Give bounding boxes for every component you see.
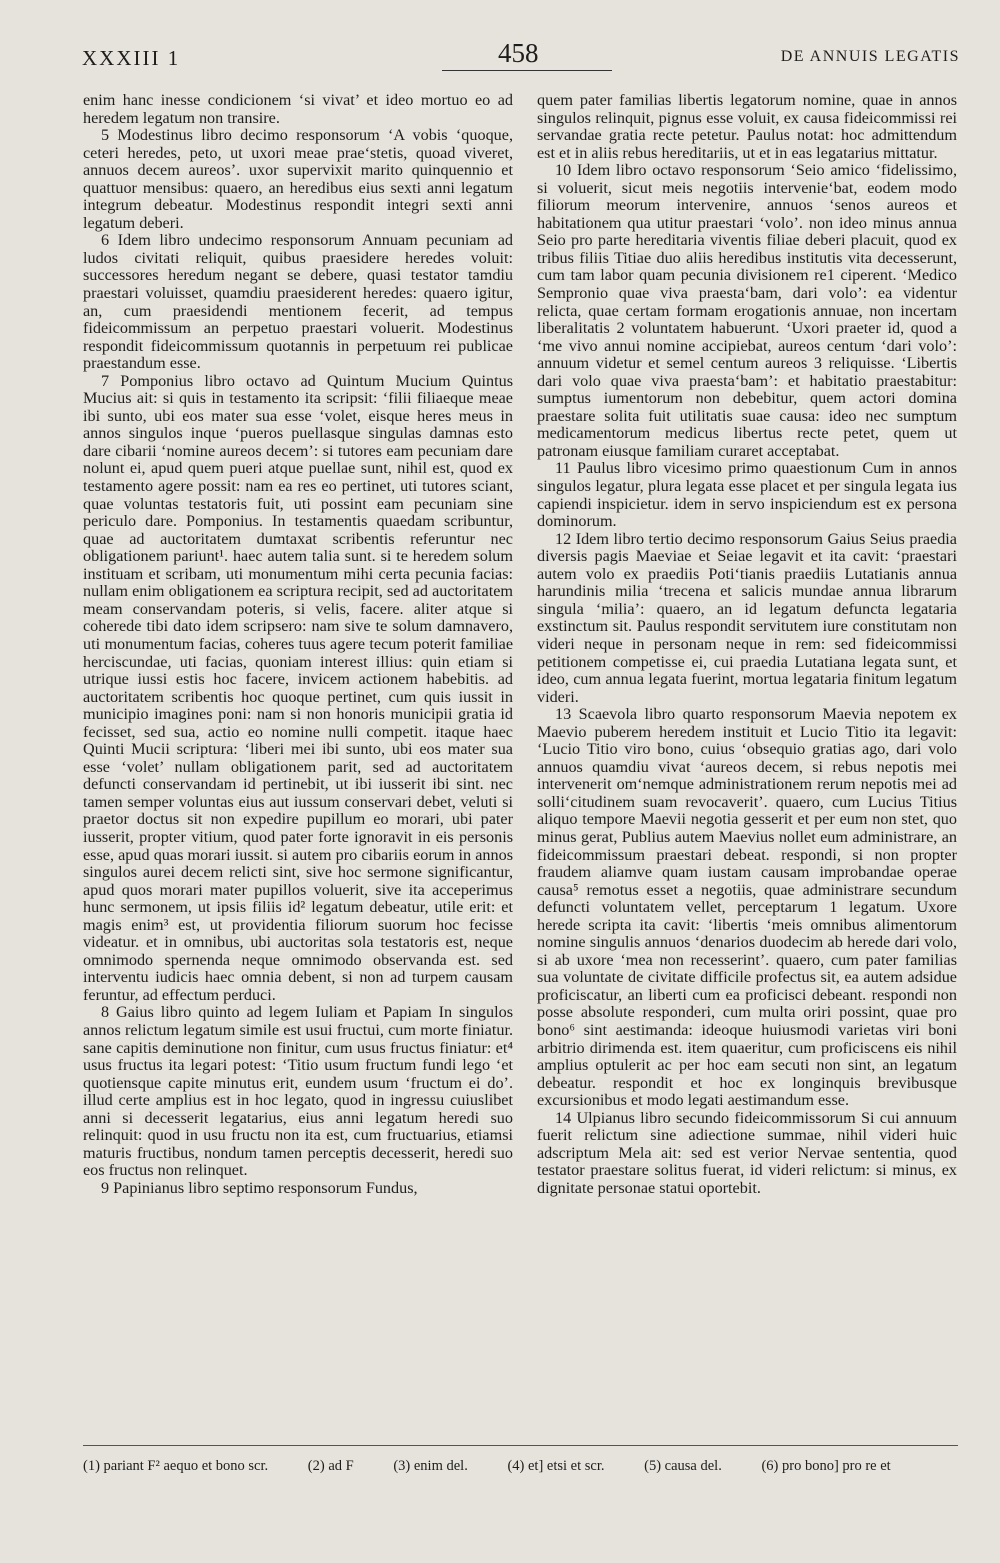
paragraph: 10 Idem libro octavo responsorum ‘Seio amico ‘fidelissimo, si voluerit, sicut meis negotiis intervenie‘bat, eodem modo filiorum meorum intervenire, annuos ‘senos aureos et habitationem qua utitur praestari ‘volo’. non ideo minus annua Seio pro parte hereditaria viventis filiae deberi placuit, quod ex tribus filiis Titiae duo aliis heredibus institutis vita decesserunt, cum tam labor quam pecunia divisionem re1 ciperent. ‘Medico Sempronio quae viva praesta‘bam, dari volo’: ea videntur relicta, quae certam formam erogationis annuae, non incertam liberalitatis 2 voluntatem habuerunt. ‘Uxori praeter id, quod a ‘me vivo annui nomine accipiebat, aureos centum ‘dari volo’: annuum videtur et semel centum aureos 3 reliquisse. ‘Libertis dari volo quae viva praesta‘bam’: et habitatio praestabitur: sumptus iumentorum non debebitur, quem actori domina praestare solita fuit utilitatis suae causa: ideo nec sumptum medicamentorum medicus libertus recte petet, quem ut patronam eiusque familiam curaret acceptabat. bbox=[537, 161, 957, 460]
footnote: (6) pro bono] pro re et bbox=[761, 1458, 891, 1474]
paragraph: quem pater familias libertis legatorum nomine, quae in annos singulos relinquit, pignus esse voluit, ex causa fideicommissi rei servandae gratia recte petetur. Paulus notat: hoc admittendum est et in aliis rebus hereditariis, ut et in eas legatarius mittatur. bbox=[537, 91, 957, 162]
footnote: (4) et] etsi et scr. bbox=[507, 1458, 605, 1474]
header-rule bbox=[442, 70, 612, 71]
footnote: (1) pariant F² aequo et bono scr. bbox=[83, 1458, 269, 1474]
paragraph: 9 Papinianus libro septimo responsorum Fundus, bbox=[101, 1178, 418, 1197]
running-header bbox=[82, 38, 960, 78]
footnote: (5) causa del. bbox=[644, 1458, 722, 1474]
paragraph: 8 Gaius libro quinto ad legem Iuliam et Papiam In singulos annos relictum legatum simile est usui fructui, cum morte finiatur. sane capitis deminutione non finitur, cum usus fructus finiatur: et⁴ usus fructus ita legari potest: ‘Titio usum fructum fundi lego ‘et quotiensque capite minutus erit, eundem usum ‘fructum ei do’. illud certe amplius est in hoc legato, quod in ingressu cuiuslibet anni si decesserit legatarius, eius anni legatum heredi suo relinquit: quod in usu fructu non ita est, cum fructuarius, etiamsi maturis fructibus, nondum tamen perceptis decesserit, heredi suo eos fructus non relinquet. bbox=[83, 1003, 513, 1180]
header-chapter: XXXIII 1 bbox=[82, 46, 181, 70]
left-column bbox=[83, 92, 513, 1197]
paragraph: 7 Pomponius libro octavo ad Quintum Mucium Quintus Mucius ait: si quis in testamento ita scripsit: ‘filii filiaeque meae ibi sunto, ubi eos mater sua esse ‘volet, eisque heres meus in annos singulos inque ‘pueros puellasque singulas damnas esto dare cibarii ‘nomine aureos decem’: si tutores eam pecuniam dare nolunt ei, apud quem pueri atque puellae sunt, nihil est, quod ex testamento agere possit: nam ea res eo pertinet, uti tutores sciant, quae voluntas testatoris fuit, uti possint eam pecuniam sine periculo dare. Pomponius. In testamentis quaedam scribuntur, quae ad auctoritatem dumtaxat scribentis referuntur nec obligationem pariunt¹. haec autem talia sunt. si te heredem solum instituam et scribam, uti monumentum mihi certa pecunia facias: nullam enim obligationem ea scriptura recipit, sed ad auctoritatem meam conservandam poteris, si velis, facere. aliter atque si coherede tibi dato idem scripsero: nam sive te solum damnavero, uti monumentum facias, coheres tuus agere tecum poterit familiae herciscundae, uti facias, quoniam interest illius: quin etiam si utrique iussi estis hoc facere, invicem actionem habebitis. ad auctoritatem scribentis hoc quoque pertinet, cum quis iussit in municipio imagines poni: nam si non honoris municipii gratia id fecisset, sed sua, actio eo nomine nulli competit. itaque haec Quinti Mucii scriptura: ‘liberi mei ibi sunto, ubi eos mater sua esse ‘volet’ nullam obligationem parit, sed ad auctoritatem defuncti conservandam id pertinebit, ut ibi iusserit ibi sint. nec tamen semper voluntas eius aut iussum conservari debet, veluti si praetor doctus sit non expedire pupillum eo morari, ubi pater iusserit, propter vitium, quod pater forte ignoravit in eis personis esse, apud quas morari iussit. si autem pro cibariis eorum in annos singulos aurei decem relicti sint, sive hoc sermone significantur, apud quos morari mater pupillos voluerit, sive ita acceperimus hunc sermonem, ut ipsis filiis id² legatum debeatur, utile erit: et magis enim³ est, ut providentia filiorum suorum hoc fecisse videatur. et in omnibus, ubi auctoritas sola testatoris est, neque omnimodo spernenda neque omnimodo observanda est. sed interventu iudicis haec omnia debent, si non ad turpem causam feruntur, ad effectum perduci. bbox=[83, 371, 513, 1004]
paragraph: 13 Scaevola libro quarto responsorum Maevia nepotem ex Maevio puberem heredem instituit et Lucio Titio ita legavit: ‘Lucio Titio viro bono, cuius ‘obsequio gratias ago, dari volo annuos quamdiu vivat ‘aureos decem, si rebus nepotis mei intervenerit om‘nemque administrationem rerum nepotis mei ad solli‘citudinem suam revocaverit’. quaero, cum Lucius Titius aliquo tempore Maevii negotia gesserit et per eum non stet, quo minus gerat, Publius autem Maevius nollet eum administrare, an fideicommissum praestari debeat. respondi, si non propter fraudem aliamve quam iustam causam improbandae operae causa⁵ remotus esset a negotiis, quae administrare secundum defuncti voluntatem vellet, perceptarum 1 legatum. Uxore herede scripta ita cavit: ‘libertis ‘meis omnibus alimentorum nomine singulis annuos ‘denarios duodecim ab herede dari volo, si ab uxore ‘mea non recesserint’. quaero, cum pater familias sua voluntate de civitate difficile profectus sit, ea autem adsidue proficiscatur, an liberti cum ea proficisci debeant. respondi non posse absolute responderi, cum multa oriri possint, quae pro bono⁶ sint aestimanda: ideoque huiusmodi varietas viri boni arbitrio dirimenda est. item quaeritur, cum proficiscens eis nihil amplius optulerit ac per hoc eam secuti non sint, an legatum debeatur. respondit et hoc ex longinquis brevibusque excursionibus et modo legati aestimandum esse. bbox=[537, 705, 957, 1110]
footnote-rule bbox=[83, 1445, 958, 1446]
paragraph: 11 Paulus libro vicesimo primo quaestionum Cum in annos singulos legatur, plura legata esse placet et per singula legata ius capiendi inspicietur. idem in servo inspiciendum est ex persona dominorum. bbox=[537, 459, 957, 531]
paragraph: 6 Idem libro undecimo responsorum Annuam pecuniam ad ludos civitati reliquit, quibus praesidere heredes voluit: successores heredum negant se debere, quasi testator tamdiu praestari voluisset, quamdiu praesiderent heredes: quaero igitur, an, cum praesidendi mentionem fecerit, ad tempus fideicommissum an perpetuo praestari voluerit. Modestinus respondit fideicommissum quotannis in perpetuum rei publicae praestandum esse. bbox=[83, 231, 513, 373]
paragraph: 14 Ulpianus libro secundo fideicommissorum Si cui annuum fuerit relictum sine adiectione summae, nihil videri huic adscriptum Mela ait: sed est verior Nervae sententia, quod testator praestare solitus fuerat, id videri relictum: si minus, ex dignitate personae statui oportebit. bbox=[537, 1108, 957, 1197]
header-title: DE ANNUIS LEGATIS bbox=[780, 48, 960, 65]
footnote: (3) enim del. bbox=[393, 1458, 468, 1474]
footnote: (2) ad F bbox=[307, 1458, 354, 1474]
paragraph: 5 Modestinus libro decimo responsorum ‘A vobis ‘quoque, ceteri heredes, peto, ut uxori meae prae‘stetis, quoad viveret, annuos decem aureos’. uxor supervixit marito quinquennio et quattuor mensibus: quaero, an heredibus eius sexti anni legatum integrum debeatur. Modestinus respondit integri sexti anni legatum deberi. bbox=[83, 126, 513, 232]
page-number: 458 bbox=[498, 38, 539, 68]
paragraph: enim hanc inesse condicionem ‘si vivat’ et ideo mortuo eo ad heredem legatum non transire. bbox=[83, 91, 513, 127]
footnotes bbox=[83, 1457, 963, 1475]
right-column bbox=[537, 92, 957, 1197]
paragraph: 12 Idem libro tertio decimo responsorum Gaius Seius praedia diversis pagis Maeviae et Seiae legavit et ita cavit: ‘praestari autem volo ex praediis Poti‘tianis praediis Lutatianis annua harundinis milia ‘trecena et salicis mundae annua librarum singula ‘milia’: quaero, an id legatum defuncta legataria exstinctum sit. Paulus respondit servitutem iure constitutam non videri neque in personam neque in rem: sed fideicommissi petitionem competisse ei, cui praedia Lutatiana legata sunt, et ideo, cum annua legata fuerint, mortua legataria finitum legatum videri. bbox=[537, 529, 957, 706]
